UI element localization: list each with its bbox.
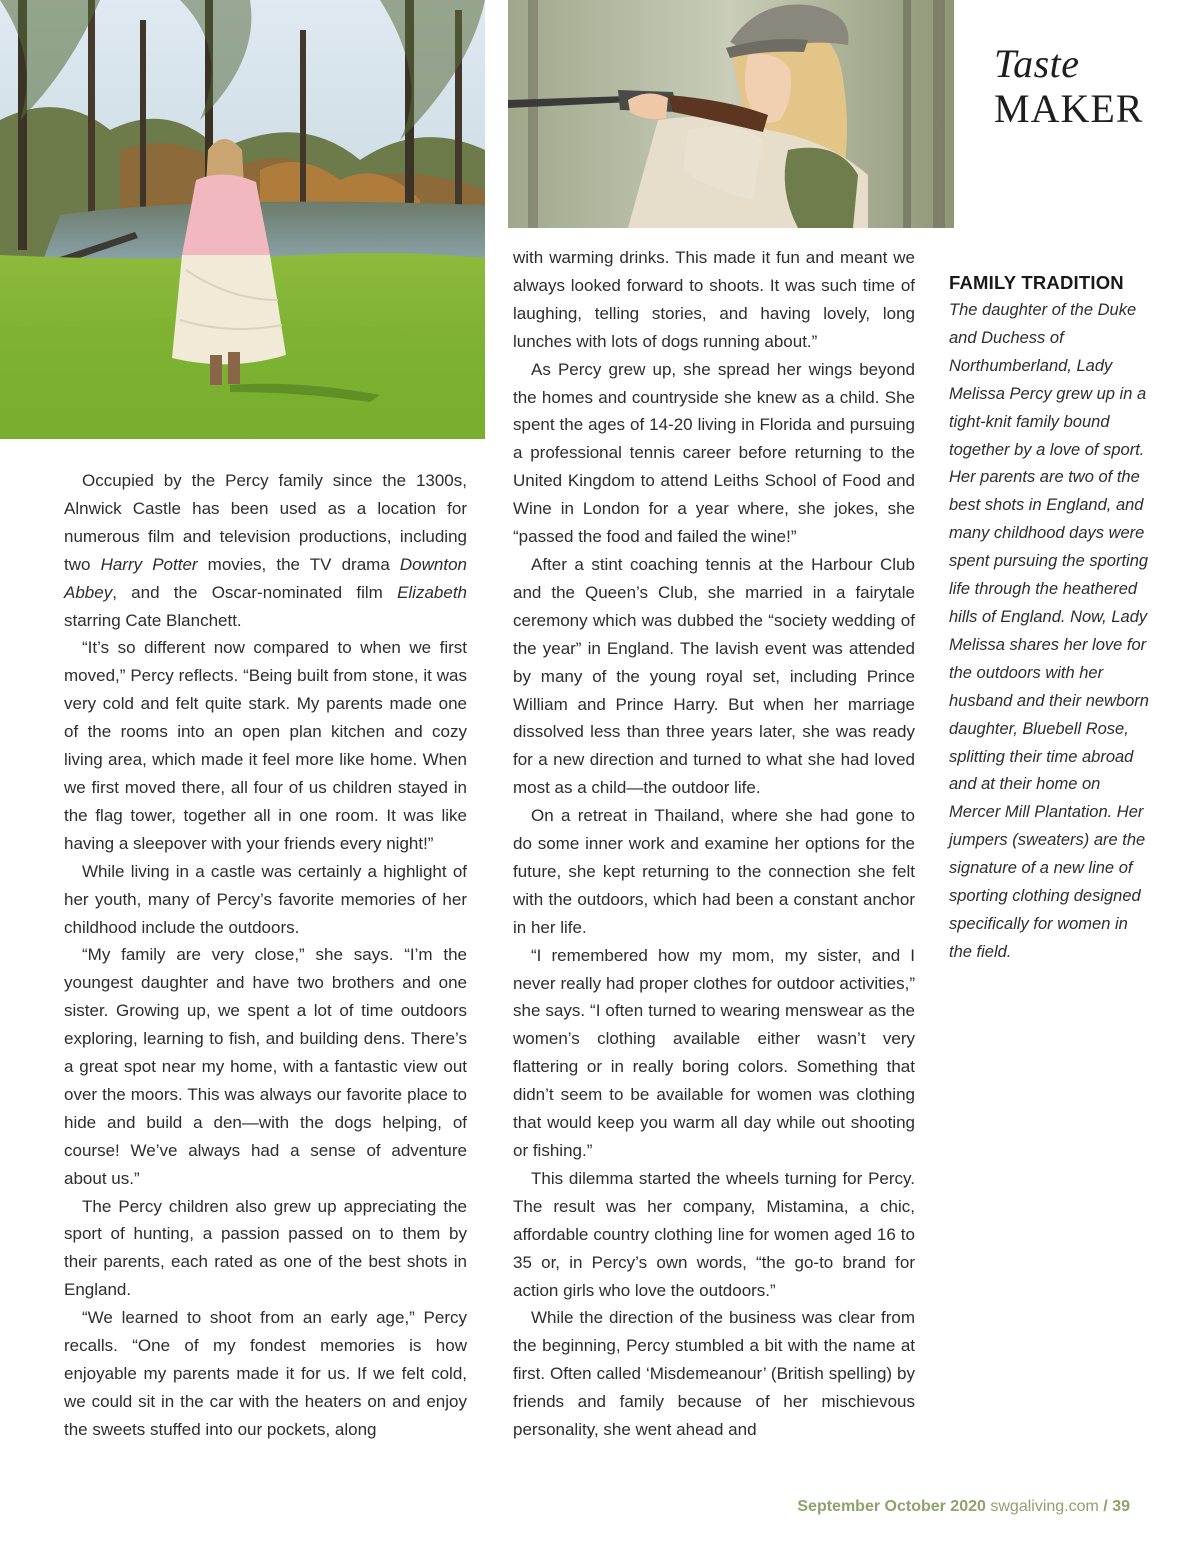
sidebar-caption [949, 269, 1154, 967]
col1-paragraph-5: The Percy children also grew up appreciating the sport of hunting, a passion passed on to them by their parents, each rated as one of the best shots in England. [64, 1196, 467, 1300]
sidebar-heading: FAMILY TRADITION [949, 272, 1124, 293]
footer-issue-date: September October 2020 [797, 1498, 986, 1515]
col1-paragraph-2: “It’s so different now compared to when we first moved,” Percy reflects. “Being built from stone, it was very cold and felt quite stark. My parents made one of the rooms into an open plan kitchen and cozy living area, which made it feel more like home. When we first moved there, all four of us children stayed in the flag tower, together all in one room. It was like having a sleepover with your friends every night!” [64, 638, 467, 853]
shotgun-portrait-illustration [508, 0, 954, 228]
page-footer [797, 1498, 1130, 1516]
section-title [994, 41, 1194, 131]
footer-separator: / [1103, 1498, 1108, 1515]
col2-paragraph-2: As Percy grew up, she spread her wings beyond the homes and countryside she knew as a child. She spent the ages of 14-20 living in Florida and pursuing a professional tennis career before returning to the United Kingdom to attend Leiths School of Food and Wine in London for a year where, she jokes, she “passed the food and failed the wine!” [513, 359, 915, 547]
photo-woman-aiming-shotgun [508, 0, 954, 228]
section-title-maker: MAKER [994, 86, 1144, 131]
col2-paragraph-5: “I remembered how my mom, my sister, and I never really had proper clothes for outdoor activities,” she says. “I often turned to wearing menswear as the women’s clothing available either wasn’t very flattering or in really boring colors. Something that didn’t seem to be available for women was clothing that would keep you warm all day while out shooting or fishing.” [513, 945, 915, 1160]
article-column-2 [513, 244, 915, 1444]
col2-paragraph-7: While the direction of the business was clear from the beginning, Percy stumbled a bit with the name at first. Often called ‘Misdemeanour’ (British spelling) by friends and family because of her mischievous personality, she went ahead and [513, 1308, 915, 1440]
film-title-elizabeth: Elizabeth [397, 582, 467, 602]
col1-paragraph-1: Occupied by the Percy family since the 1300s, Alnwick Castle has been used as a location for numerous film and television productions, including two Harry Potter movies, the TV drama Downton Abbey, and the Oscar-nominated film Elizabeth starring Cate Blanchett. [64, 471, 467, 630]
col1-paragraph-3: While living in a castle was certainly a highlight of her youth, many of Percy’s favorite memories of her childhood include the outdoors. [64, 861, 467, 937]
footer-website: swgaliving.com [990, 1498, 1099, 1515]
col2-paragraph-3: After a stint coaching tennis at the Harbour Club and the Queen’s Club, she married in a fairytale ceremony which was dubbed the “society wedding of the year” in England. The lavish event was attended by many of the young royal set, including Prince William and Prince Harry. But when her marriage dissolved less than three years later, she was ready for a new direction and turned to what she had loved most as a child—the outdoor life. [513, 554, 915, 798]
col2-paragraph-4: On a retreat in Thailand, where she had gone to do some inner work and examine her options for the future, she kept returning to the connection she felt with the outdoors, which had been a constant anchor in her life. [513, 806, 915, 937]
photo-woman-on-lawn [0, 0, 485, 439]
sidebar-caption-text: The daughter of the Duke and Duchess of Northumberland, Lady Melissa Percy grew up in a tight-knit family bound together by a love of sport. Her parents are two of the best shots in England, and many childhood days were spent pursuing the sporting life through the heathered hills of England. Now, Lady Melissa shares her love for the outdoors with her husband and their newborn daughter, Bluebell Rose, splitting their time abroad and at their home on Mercer Mill Plantation. Her jumpers (sweaters) are the signature of a new line of sporting clothing designed specifically for women in the field. [949, 301, 1149, 961]
show-title-downton-abbey: Downton Abbey [64, 554, 467, 602]
col1-paragraph-4: “My family are very close,” she says. “I’m the youngest daughter and have two brothers and one sister. Growing up, we spent a lot of time outdoors exploring, learning to fish, and building dens. There’s a great spot near my home, with a fantastic view out over the moors. This was always our favorite place to hide and build a den—with the dogs helping, of course! We’ve always had a sense of adventure about us.” [64, 945, 467, 1188]
col2-paragraph-1: with warming drinks. This made it fun and meant we always looked forward to shoots. It was such time of laughing, telling stories, and having lovely, long lunches with lots of dogs running about.” [513, 248, 915, 351]
footer-page-number: 39 [1112, 1498, 1130, 1515]
film-title-harry-potter: Harry Potter [100, 554, 198, 574]
col2-paragraph-6: This dilemma started the wheels turning for Percy. The result was her company, Mistamina, a chic, affordable country clothing line for women aged 16 to 35 or, in Percy’s own words, “the go-to brand for action girls who love the outdoors.” [513, 1168, 915, 1300]
lawn-lake-illustration [0, 0, 485, 439]
article-column-1 [64, 467, 467, 1444]
col1-paragraph-6: “We learned to shoot from an early age,” Percy recalls. “One of my fondest memories is how enjoyable my parents made it for us. If we felt cold, we could sit in the car with the heaters on and enjoy the sweets stuffed into our pockets, along [64, 1308, 467, 1439]
section-title-taste: Taste [994, 41, 1080, 86]
